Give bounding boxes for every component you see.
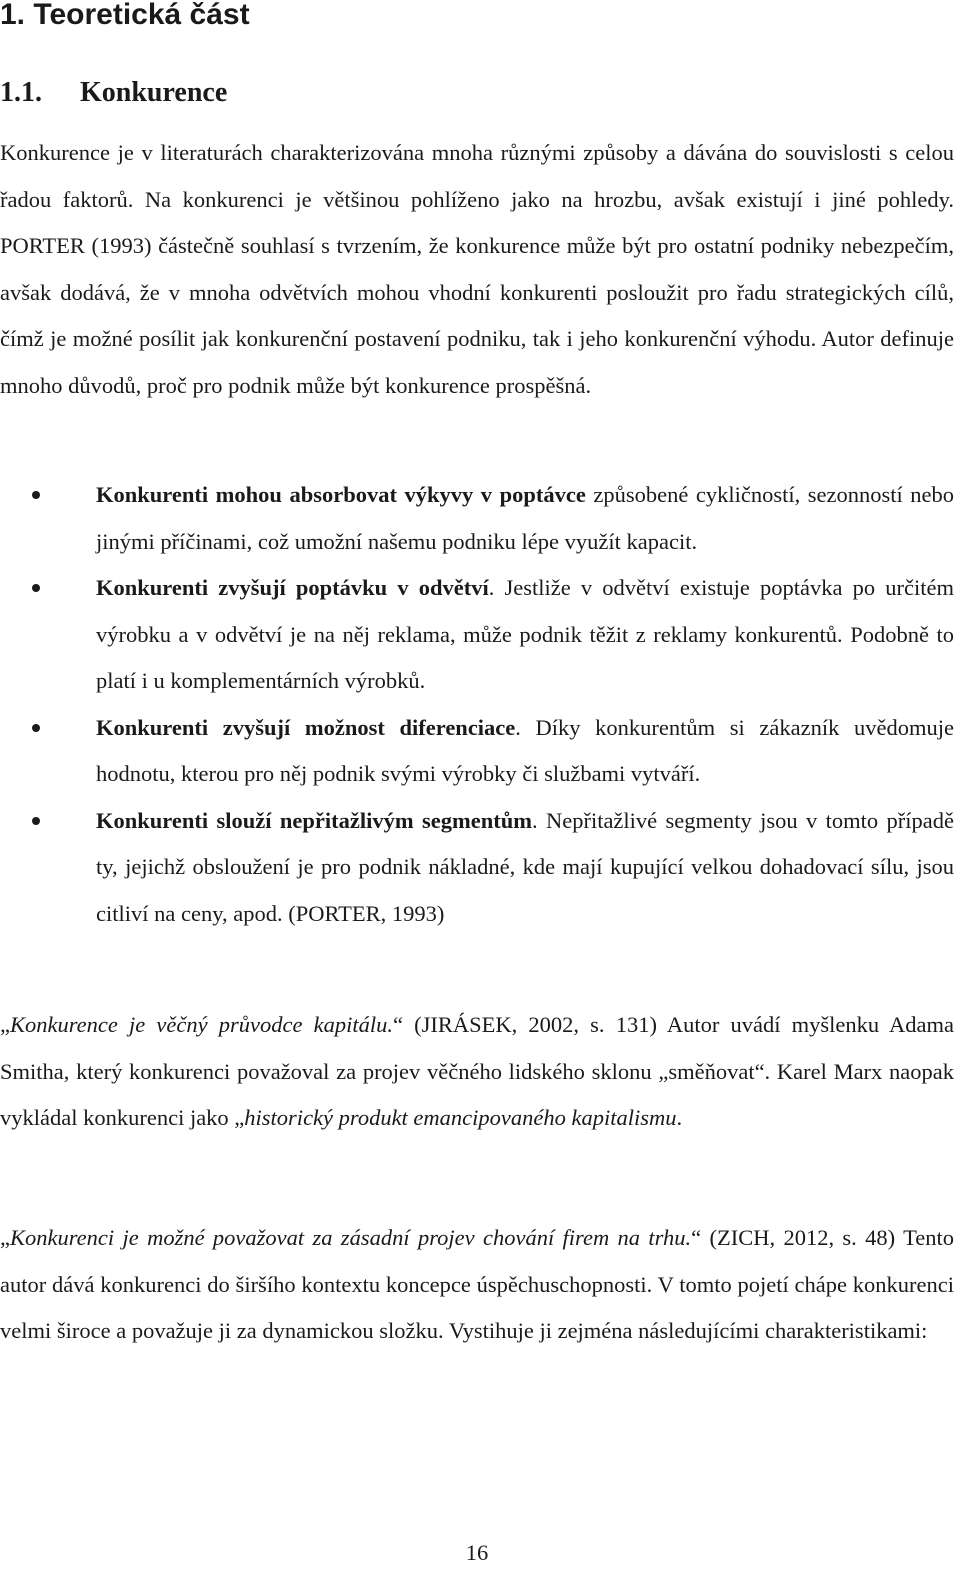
paragraph-smith-marx: [0, 1002, 954, 1142]
list-item-bold: Konkurenti zvyšují možnost diferenciace: [96, 714, 516, 740]
quote-zich: Konkurenci je možné považovat za zásadní projev chování firem na trhu.: [10, 1225, 692, 1250]
list-item: [0, 705, 954, 798]
bullet-icon: [32, 491, 40, 499]
paragraph-text: “ (JIRÁSEK, 2002, s. 131) Autor uvádí myšlenku Adama Smitha, který konkurenci považoval za projev věčného lidského sklonu „směňovat“. Karel Marx naopak vykládal konkurenci jako „: [0, 1012, 954, 1130]
paragraph-zich: [0, 1215, 954, 1355]
list-item-bold: Konkurenti zvyšují poptávku v odvětví: [96, 575, 489, 600]
page-number: 16: [465, 1540, 489, 1565]
quote-marx: historický produkt emancipovaného kapitalismu: [244, 1105, 677, 1130]
list-item-text: . Díky konkurentům si zákazník uvědomuje hodnotu, kterou pro něj podnik svými výrobky či službami vytváří.: [96, 714, 954, 786]
bullet-icon: [32, 817, 40, 825]
paragraph-text: “ (ZICH, 2012, s. 48) Tento autor dává konkurenci do širšího kontextu koncepce úspěchuschopnosti. V tomto pojetí chápe konkurenci velmi široce a považuje ji za dynamickou složku. Vystihuje ji zejména následujícími charakteristikami:: [0, 1225, 954, 1343]
paragraph-end: .: [676, 1105, 683, 1130]
section-title: Konkurence: [80, 77, 228, 108]
list-item-text: způsobené cykličností, sezonností nebo jinými příčinami, což umožní našemu podniku lépe využít kapacit.: [96, 482, 954, 554]
list-item: [0, 798, 954, 938]
section-number: 1.1.: [0, 77, 42, 108]
section-heading: [0, 70, 227, 116]
benefits-list: [0, 472, 954, 937]
open-quote: „: [0, 1012, 10, 1037]
bullet-icon: [32, 584, 40, 592]
list-item: [0, 565, 954, 705]
chapter-heading: 1. Teoretická část: [0, 0, 250, 31]
list-item-text: . Jestliže v odvětví existuje poptávka po určitém výrobku a v odvětví je na něj reklama, může podnik těžit z reklamy konkurentů. Podobně to platí i u komplementárních výrobků.: [96, 575, 954, 693]
open-quote: „: [0, 1225, 10, 1250]
list-item-bold: Konkurenti mohou absorbovat výkyvy v poptávce: [96, 482, 586, 507]
bullet-icon: [32, 724, 40, 732]
quote-jirasek: Konkurence je věčný průvodce kapitálu.: [10, 1012, 393, 1037]
paragraph-intro: Konkurence je v literaturách charakterizována mnoha různými způsoby a dávána do souvislosti s celou řadou faktorů. Na konkurenci je většinou pohlíženo jako na hrozbu, avšak existují i jiné pohledy. PORTER (1993) částečně souhlasí s tvrzením, že konkurence může být pro ostatní podniky nebezpečím, avšak dodává, že v mnoha odvětvích mohou vhodní konkurenti posloužit pro řadu strategických cílů, čímž je možné posílit jak konkurenční postavení podniku, tak i jeho konkurenční výhodu. Autor definuje mnoho důvodů, proč pro podnik může být konkurence prospěšná.: [0, 140, 954, 398]
list-item: [0, 472, 954, 565]
list-item-bold: Konkurenti slouží nepřitažlivým segmentům: [96, 807, 532, 833]
list-item-text: . Nepřitažlivé segmenty jsou v tomto případě ty, jejichž obsloužení je pro podnik nákladné, kde mají kupující velkou dohadovací sílu, jsou citliví na ceny, apod. (PORTER, 1993): [96, 807, 954, 926]
